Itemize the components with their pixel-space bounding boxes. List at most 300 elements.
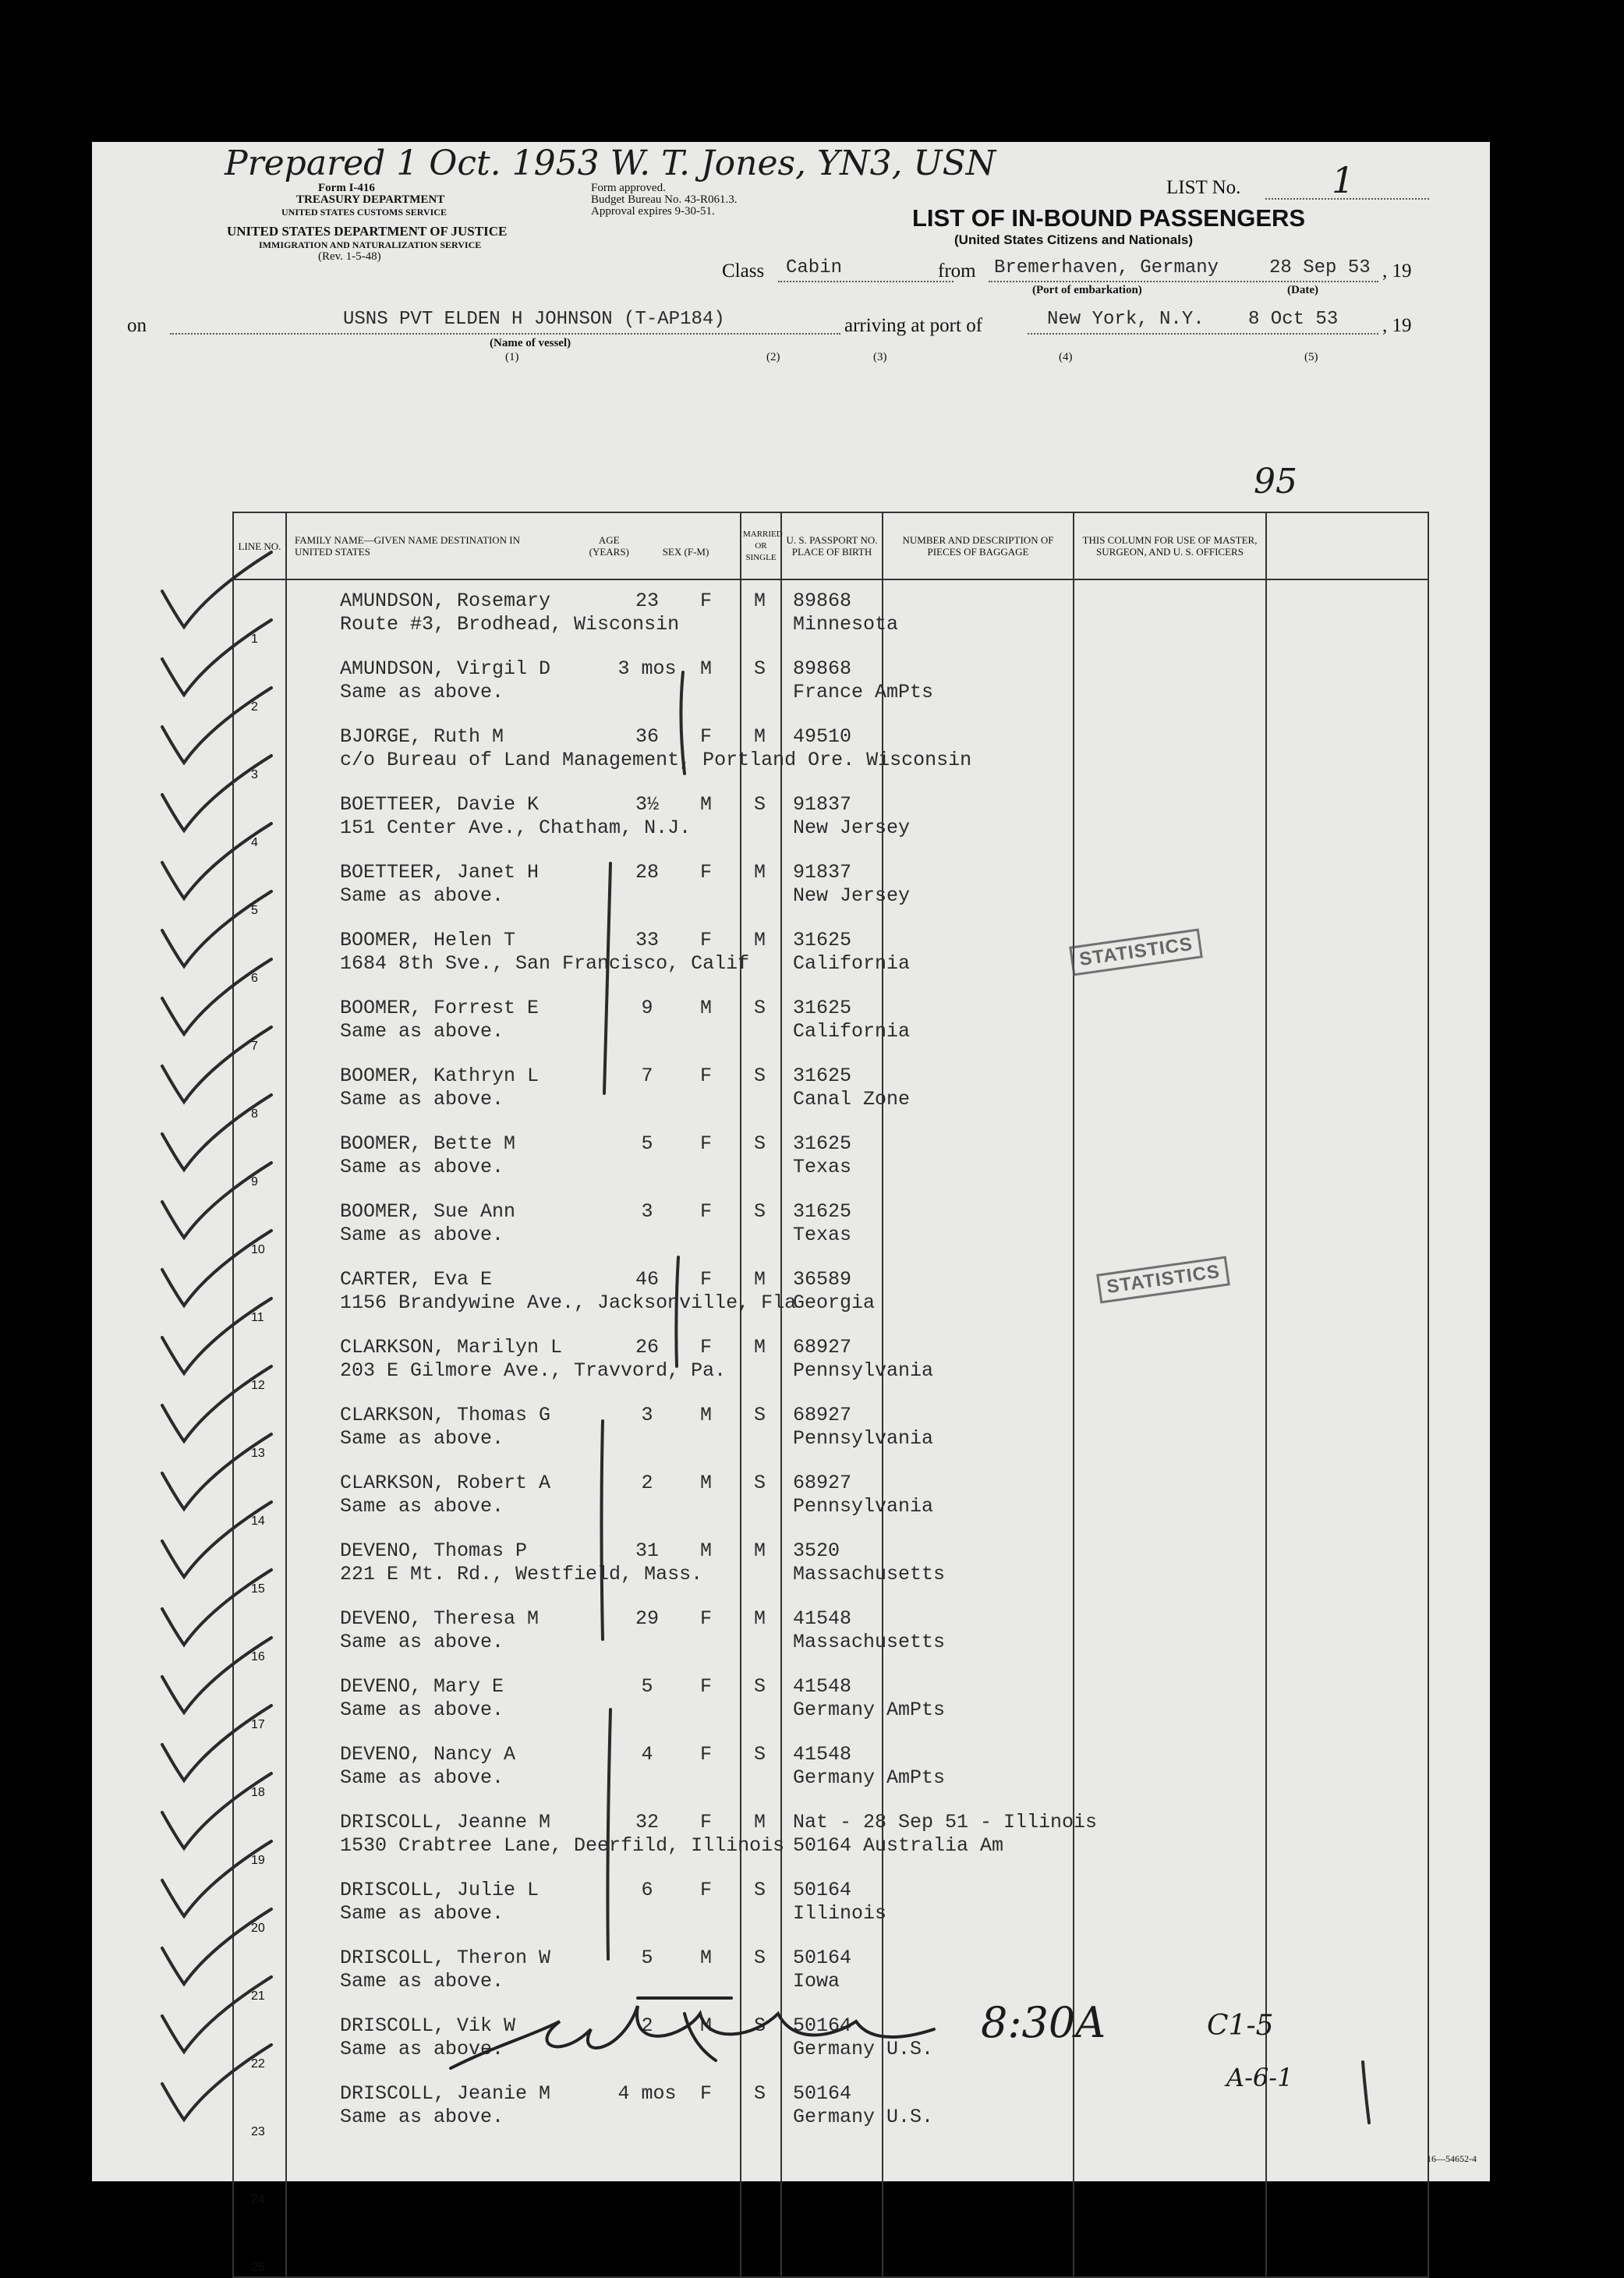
line-no-cell [233,1259,286,1327]
class-value: Cabin [786,257,843,278]
marital-status: S [754,1200,766,1223]
header-married: MARRIED OR SINGLE [741,512,781,579]
officer-cell [1074,1191,1266,1259]
col-num-1: (1) [505,351,519,363]
name-cell [286,1734,741,1801]
form-number: Form I-416 [318,182,375,194]
passport-number: 31625 [793,1200,852,1223]
passenger-destination: 1156 Brandywine Ave., Jacksonville, Fla [340,1291,797,1314]
passenger-name: CLARKSON, Marilyn L [340,1336,563,1359]
line-number: 13 [251,1447,265,1460]
passenger-age: 6 [641,1879,653,1901]
table-row [233,1259,1428,1327]
place-of-birth: Texas [793,1224,852,1246]
passenger-name: DEVENO, Mary E [340,1675,504,1698]
passport-number: 68927 [793,1336,852,1359]
name-cell [286,2141,741,2209]
table-row [233,1937,1428,2005]
place-of-birth: Pennsylvania [793,1427,934,1450]
line-number: 10 [251,1243,265,1256]
name-cell [286,1801,785,1869]
passport-number: 49510 [793,725,852,748]
officer-cell [1074,987,1266,1055]
passenger-age: 26 [635,1336,659,1359]
passenger-age: 5 [641,1947,653,1969]
baggage-cell [883,1259,1074,1327]
marital-status: M [754,1539,766,1562]
spare-cell [1266,1394,1428,1462]
name-cell [286,1462,741,1530]
passenger-age: 5 [641,1675,653,1698]
line-no-cell [233,2141,286,2209]
place-of-birth: Germany U.S. [793,2038,934,2060]
passenger-sex: F [700,1336,713,1359]
place-of-birth: California [793,1020,911,1043]
passport-number: 31625 [793,1132,852,1155]
table-row [233,1055,1428,1123]
line-no-cell [233,2005,286,2073]
table-row [233,1191,1428,1259]
baggage-cell [883,987,1074,1055]
passenger-sex: F [700,1811,713,1833]
place-of-birth: Texas [793,1156,852,1178]
passport-cell [781,1530,946,1598]
doj-line-1: UNITED STATES DEPARTMENT OF JUSTICE [227,224,508,239]
passport-number: 50164 [793,2014,852,2037]
line-no-cell [233,1530,286,1598]
passenger-sex: M [700,1539,713,1562]
passport-number: 50164 [793,2082,852,2105]
line-no-cell [233,1327,286,1394]
line-number: 2 [251,700,258,714]
name-cell [286,919,750,987]
marital-status: S [754,657,766,680]
baggage-cell [883,579,1074,648]
passenger-sex: M [700,1947,713,1969]
baggage-cell [883,2209,1074,2277]
list-no-line [1265,198,1429,200]
line-number: 15 [251,1582,265,1596]
manifest-page [92,142,1490,2274]
passenger-sex: F [700,1268,713,1291]
officer-cell [1074,1530,1266,1598]
place-of-birth: Illinois [793,1902,887,1925]
spare-cell [1266,648,1428,716]
passenger-name: DEVENO, Thomas P [340,1539,528,1562]
line-no-cell [233,1462,286,1530]
marital-status: M [754,725,766,748]
approval-line-1: Form approved. [591,182,666,194]
passenger-destination: Same as above. [340,2038,504,2060]
passenger-age: 9 [641,997,653,1019]
passenger-age: 46 [635,1268,659,1291]
customs-service: UNITED STATES CUSTOMS SERVICE [281,207,447,218]
officer-cell [1074,1462,1266,1530]
line-number: 6 [251,972,258,985]
passport-cell [781,1801,1098,1869]
passenger-age: 2 [641,1472,653,1494]
passenger-age: 2 [641,2014,653,2037]
line-no-cell [233,1123,286,1191]
place-of-birth: Massachusetts [793,1631,946,1653]
line-number: 9 [251,1175,258,1189]
passenger-age: 5 [641,1132,653,1155]
line-number: 5 [251,904,258,917]
line-number: 12 [251,1379,265,1392]
spare-cell [1266,1055,1428,1123]
spare-cell [1266,1530,1428,1598]
passport-number: 91837 [793,861,852,884]
passenger-destination: Same as above. [340,681,504,703]
line-no-cell [233,2073,286,2141]
table-row [233,1666,1428,1734]
marital-status: M [754,929,766,951]
passport-number: 89868 [793,590,852,612]
table-row [233,919,1428,987]
passenger-sex: M [700,1404,713,1426]
line-no-cell [233,1869,286,1937]
passenger-destination: c/o Bureau of Land Management, Portland Ore. Wisconsin [340,749,972,771]
place-of-birth: Germany AmPts [793,1699,946,1721]
marital-cell [741,2141,781,2209]
spare-cell [1266,579,1428,648]
passport-number: 50164 [793,1879,852,1901]
passport-number: 31625 [793,929,852,951]
passenger-destination: Same as above. [340,1156,504,1178]
approval-line-2: Budget Bureau No. 43-R061.3. [591,193,738,206]
name-cell [286,2073,741,2141]
line-no-cell [233,716,286,784]
passport-number: 68927 [793,1404,852,1426]
spare-cell [1266,852,1428,919]
spare-cell [1266,716,1428,784]
passenger-name: CLARKSON, Robert A [340,1472,551,1494]
line-no-cell [233,2209,286,2277]
spare-cell [1266,1666,1428,1734]
passport-number: 36589 [793,1268,852,1291]
passenger-name: DRISCOLL, Theron W [340,1947,551,1969]
passenger-name: DRISCOLL, Jeanne M [340,1811,551,1833]
passenger-destination: 1684 8th Sve., San Francisco, Calif [340,952,750,975]
line-no-cell [233,852,286,919]
passenger-destination: Same as above. [340,1631,504,1653]
line-no-cell [233,1191,286,1259]
passenger-sex: F [700,1675,713,1698]
passport-cell [781,716,883,784]
line-no-cell [233,1734,286,1801]
col-num-5: (5) [1304,351,1318,363]
place-of-birth: Pennsylvania [793,1495,934,1518]
class-label: Class [722,260,765,282]
baggage-cell [883,852,1074,919]
passenger-sex: F [700,1879,713,1901]
name-cell [286,579,741,648]
passenger-name: BOOMER, Sue Ann [340,1200,516,1223]
spare-cell [1266,1937,1428,2005]
marital-status: S [754,1947,766,1969]
officer-cell [1074,1937,1266,2005]
passport-number: 41548 [793,1607,852,1630]
marital-cell [741,2005,781,2073]
header-spare [1266,512,1428,579]
passenger-sex: M [700,997,713,1019]
table-row [233,579,1428,648]
passenger-destination: Same as above. [340,1902,504,1925]
line-no-cell [233,919,286,987]
line-number: 17 [251,1718,265,1731]
baggage-cell [883,2073,1074,2141]
doj-line-3: (Rev. 1-5-48) [318,250,381,263]
place-of-birth: New Jersey [793,817,911,839]
table-row [233,1462,1428,1530]
passenger-name: BOETTEER, Janet H [340,861,540,884]
officer-cell [1074,784,1266,852]
name-cell [286,784,741,852]
passenger-name: AMUNDSON, Rosemary [340,590,551,612]
table-row [233,1530,1428,1598]
place-of-birth: Canal Zone [793,1088,911,1111]
officer-cell [1074,648,1266,716]
table-row [233,1598,1428,1666]
baggage-cell [883,1327,1074,1394]
date-caption: (Date) [1287,284,1318,296]
baggage-cell [883,1530,1074,1598]
arrival-port: New York, N.Y. [1047,309,1205,330]
header-name-age-sex [286,512,741,579]
passenger-age: 23 [635,590,659,612]
line-number: 21 [251,1989,265,2003]
marital-cell [741,852,781,919]
header-sex: SEX (F-M) [662,546,709,558]
page-title: LIST OF IN-BOUND PASSENGERS [912,204,1306,232]
line-number: 8 [251,1107,258,1121]
passenger-destination: Same as above. [340,1020,504,1043]
passenger-destination: 151 Center Ave., Chatham, N.J. [340,817,692,839]
passport-cell [781,2141,883,2209]
passport-cell [781,2005,934,2073]
page-subtitle: (United States Citizens and Nationals) [954,232,1194,247]
passenger-destination: Same as above. [340,884,504,907]
marital-status: M [754,861,766,884]
marital-status: S [754,1404,766,1426]
table-row [233,648,1428,716]
from-value: Bremerhaven, Germany [994,257,1219,278]
passenger-destination: 203 E Gilmore Ave., Travvord, Pa. [340,1359,727,1382]
passenger-name: DRISCOLL, Jeanie M [340,2082,551,2105]
marital-cell [741,2209,781,2277]
line-no-cell [233,579,286,648]
header-age: AGE (YEARS) [589,534,629,558]
on-label: on [127,315,147,336]
passenger-name: DEVENO, Nancy A [340,1743,516,1766]
passport-cell [781,1394,934,1462]
spare-cell [1266,2141,1428,2209]
col-num-4: (4) [1059,351,1073,363]
marital-status: S [754,1472,766,1494]
marital-cell [741,1462,781,1530]
passport-cell [781,784,911,852]
name-cell [286,1666,741,1734]
line-number: 23 [251,2125,265,2138]
name-cell [286,1530,741,1598]
passport-cell [781,1055,911,1123]
passenger-age: 33 [635,929,659,951]
passenger-age: 31 [635,1539,659,1562]
marital-cell [741,1394,781,1462]
table-row [233,784,1428,852]
passport-number: 50164 [793,1947,852,1969]
line-no-cell [233,1666,286,1734]
passenger-sex: M [700,657,713,680]
line-no-cell [233,648,286,716]
passport-cell [781,1937,883,2005]
header-passport: U. S. PASSPORT NO. PLACE OF BIRTH [781,512,883,579]
spare-cell [1266,1191,1428,1259]
passenger-age: 7 [641,1065,653,1087]
officer-cell [1074,1055,1266,1123]
marital-cell [741,1869,781,1937]
baggage-cell [883,1055,1074,1123]
table-row [233,716,1428,784]
marital-status: M [754,1268,766,1291]
officer-note: 95 [1254,462,1297,501]
approval-line-3: Approval expires 9-30-51. [591,205,715,218]
name-cell [286,2209,741,2277]
passenger-destination: Same as above. [340,1224,504,1246]
line-number: 20 [251,1922,265,1935]
baggage-cell [883,1666,1074,1734]
arriving-label: arriving at port of [844,315,983,336]
marital-cell [741,784,781,852]
from-year-suffix: , 19 [1382,260,1412,282]
marital-status: M [754,1811,766,1833]
passenger-name: BOOMER, Bette M [340,1132,516,1155]
officer-cell [1074,716,1266,784]
place-of-birth: Germany AmPts [793,1766,946,1789]
marital-status: S [754,1743,766,1766]
name-cell [286,1937,741,2005]
passenger-destination: Route #3, Brodhead, Wisconsin [340,613,680,636]
passenger-sex: M [700,1472,713,1494]
marital-cell [741,579,781,648]
name-cell [286,1055,741,1123]
passport-cell [781,2209,883,2277]
margin-note-1: C1-5 [1207,2010,1274,2042]
marital-status: S [754,2014,766,2037]
passport-cell [781,579,899,648]
line-number: 4 [251,836,258,849]
marital-status: M [754,1607,766,1630]
marital-status: S [754,1675,766,1698]
passenger-age: 4 [641,1743,653,1766]
handwritten-header: Prepared 1 Oct. 1953 W. T. Jones, YN3, USN [225,143,996,183]
officer-cell [1074,2141,1266,2209]
statistics-stamp: STATISTICS [1096,1256,1230,1303]
place-of-birth: Massachusetts [793,1563,946,1585]
line-no-cell [233,1801,286,1869]
spare-cell [1266,1734,1428,1801]
marital-status: S [754,2082,766,2105]
passport-cell [781,1869,887,1937]
class-line [778,281,954,282]
passenger-sex: F [700,2082,713,2105]
table-row [233,987,1428,1055]
col-num-3: (3) [873,351,887,363]
passenger-sex: F [700,1200,713,1223]
passenger-name: BOOMER, Kathryn L [340,1065,540,1087]
line-number: 3 [251,768,258,781]
baggage-cell [883,1462,1074,1530]
passport-cell [781,1462,934,1530]
passenger-age: 29 [635,1607,659,1630]
passenger-sex: F [700,929,713,951]
line-number: 24 [251,2193,265,2206]
marital-status: S [754,997,766,1019]
baggage-cell [883,1801,1074,1869]
spare-cell [1266,1327,1428,1394]
officer-cell [1074,2209,1266,2277]
passport-number: 31625 [793,1065,852,1087]
passport-number: 91837 [793,793,852,816]
table-row [233,1327,1428,1394]
passenger-name: CARTER, Eva E [340,1268,493,1291]
passport-cell [781,1123,883,1191]
arrival-date: 8 Oct 53 [1248,309,1339,330]
statistics-stamp: STATISTICS [1069,928,1203,976]
table-row [233,2209,1428,2277]
passenger-destination: Same as above. [340,1088,504,1111]
passenger-age: 3 [641,1200,653,1223]
passenger-sex: M [700,2014,713,2037]
passenger-name: DEVENO, Theresa M [340,1607,540,1630]
footer-code: 16—54652-4 [1427,2153,1477,2164]
passenger-sex: F [700,1065,713,1087]
spare-cell [1266,919,1428,987]
line-number: 1 [251,632,258,646]
passport-cell [781,1259,883,1327]
header-baggage: NUMBER AND DESCRIPTION OF PIECES OF BAGGAGE [883,512,1074,579]
passenger-sex: F [700,590,713,612]
passenger-name: DRISCOLL, Julie L [340,1879,540,1901]
passport-cell [781,1327,934,1394]
officer-cell [1074,1327,1266,1394]
passenger-name: DRISCOLL, Vik W [340,2014,516,2037]
arrival-line [1028,333,1378,335]
from-date: 28 Sep 53 [1269,257,1371,278]
header-officer: THIS COLUMN FOR USE OF MASTER, SURGEON, AND U. S. OFFICERS [1074,512,1266,579]
spare-cell [1266,1801,1428,1869]
passport-cell [781,852,911,919]
passport-number: 31625 [793,997,852,1019]
place-of-birth: Germany U.S. [793,2106,934,2128]
passenger-age: 3 [641,1404,653,1426]
line-no-cell [233,1394,286,1462]
table-row [233,852,1428,919]
passport-cell [781,1598,946,1666]
passenger-destination: 1530 Crabtree Lane, Deerfild, Illinois [340,1834,785,1857]
signature-time: 8:30A [981,1998,1106,2047]
passport-number: 68927 [793,1472,852,1494]
passenger-destination: Same as above. [340,1766,504,1789]
passenger-name: BOETTEER, Davie K [340,793,540,816]
passport-cell [781,2073,934,2141]
line-number: 16 [251,1650,265,1663]
table-header-row [233,512,1428,579]
spare-cell [1266,1598,1428,1666]
line-number: 18 [251,1786,265,1799]
place-of-birth: Pennsylvania [793,1359,934,1382]
baggage-cell [883,784,1074,852]
